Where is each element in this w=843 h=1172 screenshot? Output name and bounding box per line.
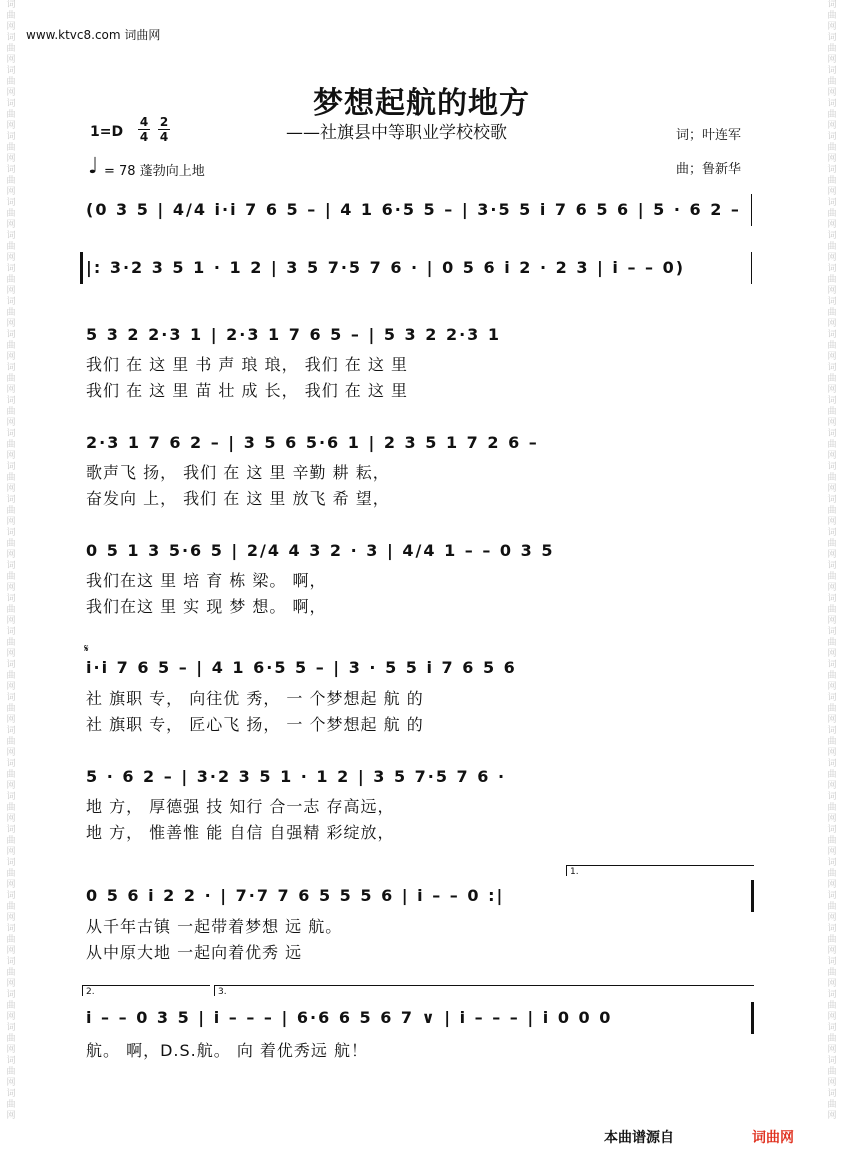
tempo-marking: = 78 蓬勃向上地	[104, 164, 205, 179]
watermark-left: 词曲网词曲网词曲网词曲网词曲网词曲网词曲网词曲网词曲网词曲网词曲网词曲网词曲网词曲网词曲网词曲网词曲网词曲网词曲网词曲网词曲网词曲网词曲网词曲网词曲网词曲网词曲网词曲网词曲网词曲网词曲网词曲网词曲网词曲网	[6, 0, 16, 1121]
lyrics-line-4-verse-2: 奋发向 上， 我们 在 这 里 放飞 希 望，	[86, 489, 390, 508]
notation-line-7: 5 · 6 2 – | 3·2 3 5 1 · 1 2 | 3 5 7·5 7 6 ·	[86, 767, 507, 786]
composer: 曲；鲁新华	[676, 162, 742, 177]
volta-bracket-2: 2.	[82, 985, 210, 996]
lyrics-line-8-verse-2: 从中原大地 一起向着优秀 远	[86, 943, 303, 962]
lyrics-line-9: 航。 啊，D.S.航。 向 着优秀远 航！	[86, 1041, 368, 1060]
lyrics-line-8-verse-1: 从千年古镇 一起带着梦想 远 航。	[86, 917, 343, 936]
notation-line-6: i·i 7 6 5 – | 4 1 6·5 5 – | 3 · 5 5 i 7 6 5 6	[86, 658, 517, 677]
notation-line-3: 5 3 2 2·3 1 | 2·3 1 7 6 5 – | 5 3 2 2·3 1	[86, 325, 502, 344]
quarter-note-icon: ♩	[88, 154, 99, 179]
lyrics-line-3-verse-2: 我们 在 这 里 苗 壮 成 长， 我们 在 这 里	[86, 381, 408, 400]
notation-line-1: (0 3 5 | 4/4 i·i 7 6 5 – | 4 1 6·5 5 – | 3·5 5 i 7 6 5 6 | 5 · 6 2 –	[86, 200, 741, 219]
volta-bracket-3: 3.	[214, 985, 754, 996]
watermark-right: 词曲网词曲网词曲网词曲网词曲网词曲网词曲网词曲网词曲网词曲网词曲网词曲网词曲网词曲网词曲网词曲网词曲网词曲网词曲网词曲网词曲网词曲网词曲网词曲网词曲网词曲网词曲网词曲网词曲网词曲网词曲网词曲网词曲网词曲网	[827, 0, 837, 1121]
song-title: 梦想起航的地方	[313, 86, 530, 121]
song-subtitle: ——社旗县中等职业学校校歌	[286, 123, 507, 143]
lyrics-line-6-verse-1: 社 旗职 专， 向往优 秀， 一 个梦想起 航 的	[86, 689, 424, 708]
repeat-start-bar	[80, 252, 83, 284]
lyrics-line-4-verse-1: 歌声飞 扬， 我们 在 这 里 辛勤 耕 耘，	[86, 463, 390, 482]
volta-bracket-1: 1.	[566, 865, 754, 876]
lyrics-line-5-verse-1: 我们在这 里 培 育 栋 梁。 啊，	[86, 571, 327, 590]
site-url[interactable]: www.ktvc8.com 词曲网	[26, 28, 161, 42]
time-sig-bottom: 4	[159, 130, 169, 144]
notation-line-5: 0 5 1 3 5·6 5 | 2/4 4 3 2 · 3 | 4/4 1 – – 0 3 5	[86, 541, 555, 560]
key-signature: 1=D	[90, 124, 124, 140]
lyrics-line-3-verse-1: 我们 在 这 里 书 声 琅 琅， 我们 在 这 里	[86, 355, 408, 374]
notation-line-8: 0 5 6 i 2 2 · | 7·7 7 6 5 5 5 6 | i – – 0 :|	[86, 886, 505, 905]
repeat-end-bar	[751, 880, 754, 912]
lyrics-line-7-verse-1: 地 方， 厚德强 技 知行 合一志 存高远，	[86, 797, 395, 816]
time-sig-bottom: 4	[139, 130, 149, 144]
notation-line-4: 2·3 1 7 6 2 – | 3 5 6 5·6 1 | 2 3 5 1 7 2 6 –	[86, 433, 539, 452]
lyrics-line-5-verse-2: 我们在这 里 实 现 梦 想。 啊，	[86, 597, 327, 616]
lyrics-line-7-verse-2: 地 方， 惟善惟 能 自信 自强精 彩绽放，	[86, 823, 395, 842]
lyrics-line-6-verse-2: 社 旗职 专， 匠心飞 扬， 一 个梦想起 航 的	[86, 715, 424, 734]
barline	[751, 194, 752, 226]
notation-line-2: |: 3·2 3 5 1 · 1 2 | 3 5 7·5 7 6 · | 0 5 6 i 2 · 2 3 | i – – 0)	[86, 258, 686, 277]
brand-logo[interactable]: 词曲网	[752, 1130, 794, 1146]
barline	[751, 252, 752, 284]
lyricist: 词；叶连军	[676, 128, 742, 143]
source-label: 本曲谱源自	[604, 1130, 674, 1146]
time-sig-top: 4	[139, 115, 149, 129]
final-bar	[751, 1002, 754, 1034]
notation-line-9: i – – 0 3 5 | i – – – | 6·6 6 5 6 7 ∨ | i – – – | i 0 0 0	[86, 1008, 613, 1027]
segno-icon: 𝄋	[84, 642, 89, 655]
time-sig-top: 2	[159, 115, 169, 129]
